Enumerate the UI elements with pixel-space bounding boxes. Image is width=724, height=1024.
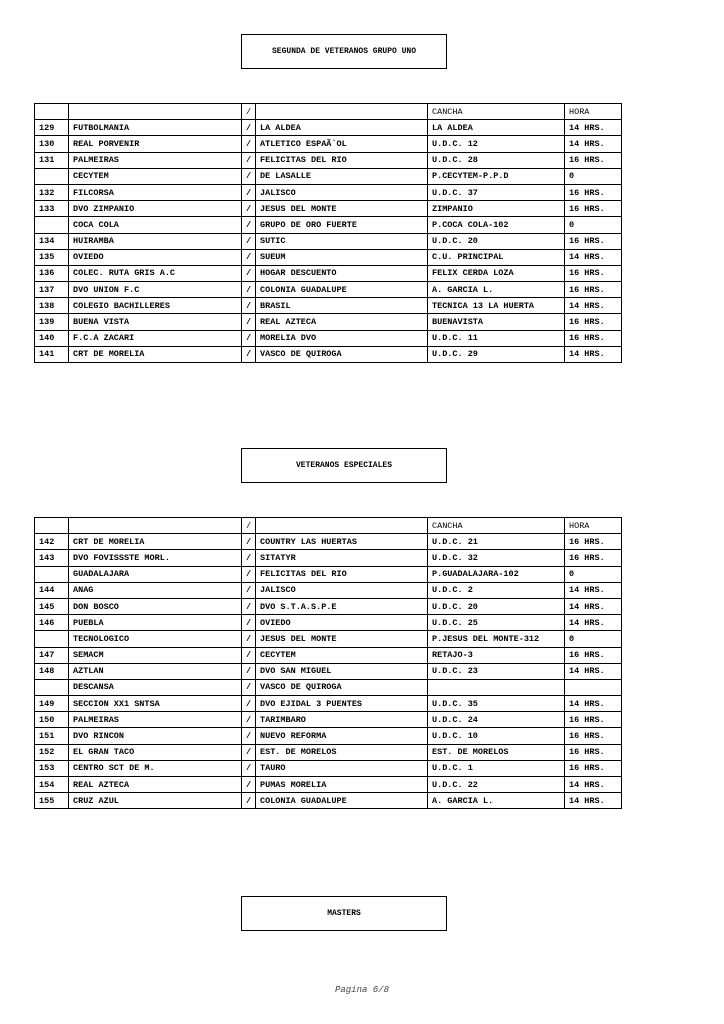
separator-cell: /: [242, 346, 256, 362]
away-team-cell: FELICITAS DEL RIO: [256, 566, 428, 582]
table-row: [35, 233, 622, 249]
page-number: Pagina 6/8: [334, 985, 389, 995]
separator-cell: /: [242, 679, 256, 695]
away-team-cell: COUNTRY LAS HUERTAS: [256, 534, 428, 550]
section-title-segunda-veteranos: SEGUNDA DE VETERANOS GRUPO UNO: [241, 34, 447, 69]
away-team-cell: JALISCO: [256, 184, 428, 200]
table-row: [35, 663, 622, 679]
separator-cell: /: [242, 550, 256, 566]
home-team-cell: REAL AZTECA: [69, 777, 242, 793]
home-team-cell: FILCORSA: [69, 184, 242, 200]
separator-cell: /: [242, 534, 256, 550]
field-cell: U.D.C. 22: [428, 777, 565, 793]
match-number-cell: 141: [35, 346, 69, 362]
home-team-cell: CENTRO SCT DE M.: [69, 760, 242, 776]
field-cell: EST. DE MORELOS: [428, 744, 565, 760]
match-number-cell: [35, 679, 69, 695]
away-team-cell: OVIEDO: [256, 615, 428, 631]
away-team-cell: TAURO: [256, 760, 428, 776]
match-number-cell: 139: [35, 314, 69, 330]
time-cell: 14 HRS.: [565, 598, 622, 614]
table-header-row: [35, 104, 622, 120]
separator-cell: /: [242, 566, 256, 582]
header-time-cell: HORA: [565, 518, 622, 534]
field-cell: U.D.C. 24: [428, 712, 565, 728]
away-team-cell: NUEVO REFORMA: [256, 728, 428, 744]
table-row: [35, 298, 622, 314]
time-cell: 16 HRS.: [565, 201, 622, 217]
away-team-cell: TARIMBARO: [256, 712, 428, 728]
away-team-cell: SITATYR: [256, 550, 428, 566]
match-number-cell: [35, 217, 69, 233]
time-cell: [565, 679, 622, 695]
away-team-cell: GRUPO DE ORO FUERTE: [256, 217, 428, 233]
home-team-cell: DESCANSA: [69, 679, 242, 695]
home-team-cell: GUADALAJARA: [69, 566, 242, 582]
table-row: [35, 582, 622, 598]
table-row: [35, 168, 622, 184]
separator-cell: /: [242, 184, 256, 200]
match-number-cell: 140: [35, 330, 69, 346]
time-cell: 16 HRS.: [565, 534, 622, 550]
away-team-cell: VASCO DE QUIROGA: [256, 346, 428, 362]
match-number-cell: 147: [35, 647, 69, 663]
field-cell: U.D.C. 10: [428, 728, 565, 744]
home-team-cell: COLEC. RUTA GRIS A.C: [69, 265, 242, 281]
home-team-cell: HUIRAMBA: [69, 233, 242, 249]
separator-cell: /: [242, 298, 256, 314]
separator-cell: /: [242, 728, 256, 744]
table-row: [35, 314, 622, 330]
separator-cell: /: [242, 168, 256, 184]
table-row: [35, 696, 622, 712]
home-team-cell: AZTLAN: [69, 663, 242, 679]
time-cell: 0: [565, 217, 622, 233]
table-header-row: [35, 518, 622, 534]
separator-cell: /: [242, 282, 256, 298]
field-cell: P.GUADALAJARA-102: [428, 566, 565, 582]
home-team-cell: CRT DE MORELIA: [69, 346, 242, 362]
field-cell: U.D.C. 23: [428, 663, 565, 679]
time-cell: 16 HRS.: [565, 314, 622, 330]
home-team-cell: DON BOSCO: [69, 598, 242, 614]
away-team-cell: LA ALDEA: [256, 120, 428, 136]
field-cell: FELIX CERDA LOZA: [428, 265, 565, 281]
separator-cell: /: [242, 136, 256, 152]
match-number-cell: [35, 566, 69, 582]
separator-cell: /: [242, 777, 256, 793]
time-cell: 0: [565, 168, 622, 184]
match-number-cell: 130: [35, 136, 69, 152]
time-cell: 16 HRS.: [565, 184, 622, 200]
away-team-cell: REAL AZTECA: [256, 314, 428, 330]
table-row: [35, 550, 622, 566]
separator-cell: /: [242, 712, 256, 728]
match-number-cell: 135: [35, 249, 69, 265]
away-team-cell: COLONIA GUADALUPE: [256, 282, 428, 298]
home-team-cell: COCA COLA: [69, 217, 242, 233]
away-team-cell: ATLETICO ESPAÃ`OL: [256, 136, 428, 152]
time-cell: 16 HRS.: [565, 233, 622, 249]
table-row: [35, 728, 622, 744]
home-team-cell: DVO FOVISSSTE MORL.: [69, 550, 242, 566]
home-team-cell: DVO ZIMPANIO: [69, 201, 242, 217]
match-number-cell: 132: [35, 184, 69, 200]
away-team-cell: JESUS DEL MONTE: [256, 201, 428, 217]
time-cell: 14 HRS.: [565, 777, 622, 793]
match-number-cell: 154: [35, 777, 69, 793]
header-home-team-cell: [69, 518, 242, 534]
time-cell: 14 HRS.: [565, 663, 622, 679]
match-number-cell: 151: [35, 728, 69, 744]
header-time-cell: HORA: [565, 104, 622, 120]
away-team-cell: DVO SAN MIGUEL: [256, 663, 428, 679]
home-team-cell: SEMACM: [69, 647, 242, 663]
header-field-cell: CANCHA: [428, 104, 565, 120]
match-number-cell: [35, 168, 69, 184]
home-team-cell: CECYTEM: [69, 168, 242, 184]
home-team-cell: FUTBOLMANIA: [69, 120, 242, 136]
away-team-cell: VASCO DE QUIROGA: [256, 679, 428, 695]
away-team-cell: COLONIA GUADALUPE: [256, 793, 428, 809]
separator-cell: /: [242, 793, 256, 809]
away-team-cell: CECYTEM: [256, 647, 428, 663]
header-separator-cell: /: [242, 104, 256, 120]
table-row: [35, 647, 622, 663]
home-team-cell: SECCION XX1 SNTSA: [69, 696, 242, 712]
home-team-cell: COLEGIO BACHILLERES: [69, 298, 242, 314]
field-cell: U.D.C. 25: [428, 615, 565, 631]
separator-cell: /: [242, 152, 256, 168]
field-cell: [428, 679, 565, 695]
table-row: [35, 217, 622, 233]
home-team-cell: EL GRAN TACO: [69, 744, 242, 760]
table-row: [35, 712, 622, 728]
separator-cell: /: [242, 314, 256, 330]
match-number-cell: 152: [35, 744, 69, 760]
time-cell: 16 HRS.: [565, 760, 622, 776]
separator-cell: /: [242, 582, 256, 598]
field-cell: U.D.C. 11: [428, 330, 565, 346]
home-team-cell: F.C.A ZACARI: [69, 330, 242, 346]
home-team-cell: REAL PORVENIR: [69, 136, 242, 152]
table-row: [35, 679, 622, 695]
match-number-cell: 148: [35, 663, 69, 679]
time-cell: 16 HRS.: [565, 647, 622, 663]
match-number-cell: 150: [35, 712, 69, 728]
table-row: [35, 249, 622, 265]
separator-cell: /: [242, 217, 256, 233]
field-cell: U.D.C. 2: [428, 582, 565, 598]
field-cell: C.U. PRINCIPAL: [428, 249, 565, 265]
match-number-cell: 134: [35, 233, 69, 249]
home-team-cell: ANAG: [69, 582, 242, 598]
away-team-cell: MORELIA DVO: [256, 330, 428, 346]
header-away-team-cell: [256, 104, 428, 120]
field-cell: U.D.C. 32: [428, 550, 565, 566]
away-team-cell: JESUS DEL MONTE: [256, 631, 428, 647]
field-cell: U.D.C. 37: [428, 184, 565, 200]
header-separator-cell: /: [242, 518, 256, 534]
time-cell: 16 HRS.: [565, 550, 622, 566]
table-row: [35, 744, 622, 760]
separator-cell: /: [242, 233, 256, 249]
match-number-cell: 131: [35, 152, 69, 168]
field-cell: P.CECYTEM-P.P.D: [428, 168, 565, 184]
table-row: [35, 566, 622, 582]
header-away-team-cell: [256, 518, 428, 534]
away-team-cell: DVO S.T.A.S.P.E: [256, 598, 428, 614]
away-team-cell: EST. DE MORELOS: [256, 744, 428, 760]
time-cell: 14 HRS.: [565, 136, 622, 152]
match-number-cell: 133: [35, 201, 69, 217]
header-match-number-cell: [35, 104, 69, 120]
field-cell: U.D.C. 20: [428, 233, 565, 249]
match-number-cell: 138: [35, 298, 69, 314]
home-team-cell: DVO UNION F.C: [69, 282, 242, 298]
match-number-cell: 149: [35, 696, 69, 712]
time-cell: 14 HRS.: [565, 615, 622, 631]
time-cell: 16 HRS.: [565, 152, 622, 168]
field-cell: U.D.C. 1: [428, 760, 565, 776]
field-cell: U.D.C. 29: [428, 346, 565, 362]
time-cell: 14 HRS.: [565, 346, 622, 362]
away-team-cell: SUTIC: [256, 233, 428, 249]
home-team-cell: DVO RINCON: [69, 728, 242, 744]
table-row: [35, 760, 622, 776]
time-cell: 0: [565, 631, 622, 647]
time-cell: 16 HRS.: [565, 330, 622, 346]
field-cell: A. GARCIA L.: [428, 793, 565, 809]
table-row: [35, 777, 622, 793]
match-number-cell: 129: [35, 120, 69, 136]
away-team-cell: BRASIL: [256, 298, 428, 314]
section-title-masters: MASTERS: [241, 896, 447, 931]
separator-cell: /: [242, 696, 256, 712]
table-row: [35, 265, 622, 281]
field-cell: U.D.C. 20: [428, 598, 565, 614]
table-row: [35, 152, 622, 168]
time-cell: 14 HRS.: [565, 298, 622, 314]
table-row: [35, 346, 622, 362]
home-team-cell: CRUZ AZUL: [69, 793, 242, 809]
away-team-cell: FELICITAS DEL RIO: [256, 152, 428, 168]
time-cell: 14 HRS.: [565, 249, 622, 265]
separator-cell: /: [242, 249, 256, 265]
field-cell: U.D.C. 35: [428, 696, 565, 712]
field-cell: TECNICA 13 LA HUERTA: [428, 298, 565, 314]
time-cell: 16 HRS.: [565, 712, 622, 728]
field-cell: U.D.C. 21: [428, 534, 565, 550]
match-number-cell: 137: [35, 282, 69, 298]
time-cell: 0: [565, 566, 622, 582]
table-row: [35, 598, 622, 614]
match-number-cell: 155: [35, 793, 69, 809]
header-field-cell: CANCHA: [428, 518, 565, 534]
separator-cell: /: [242, 744, 256, 760]
away-team-cell: DVO EJIDAL 3 PUENTES: [256, 696, 428, 712]
match-number-cell: 145: [35, 598, 69, 614]
match-number-cell: 144: [35, 582, 69, 598]
table-row: [35, 120, 622, 136]
table-row: [35, 615, 622, 631]
table-row: [35, 136, 622, 152]
table-row: [35, 184, 622, 200]
home-team-cell: PALMEIRAS: [69, 712, 242, 728]
match-number-cell: [35, 631, 69, 647]
time-cell: 16 HRS.: [565, 282, 622, 298]
away-team-cell: SUEUM: [256, 249, 428, 265]
section-title-veteranos-especiales: VETERANOS ESPECIALES: [241, 448, 447, 483]
home-team-cell: CRT DE MORELIA: [69, 534, 242, 550]
header-home-team-cell: [69, 104, 242, 120]
away-team-cell: JALISCO: [256, 582, 428, 598]
home-team-cell: OVIEDO: [69, 249, 242, 265]
away-team-cell: PUMAS MORELIA: [256, 777, 428, 793]
time-cell: 14 HRS.: [565, 582, 622, 598]
field-cell: LA ALDEA: [428, 120, 565, 136]
match-number-cell: 143: [35, 550, 69, 566]
header-match-number-cell: [35, 518, 69, 534]
field-cell: A. GARCIA L.: [428, 282, 565, 298]
field-cell: BUENAVISTA: [428, 314, 565, 330]
match-number-cell: 136: [35, 265, 69, 281]
home-team-cell: BUENA VISTA: [69, 314, 242, 330]
home-team-cell: PALMEIRAS: [69, 152, 242, 168]
home-team-cell: TECNOLOGICO: [69, 631, 242, 647]
field-cell: ZIMPANIO: [428, 201, 565, 217]
table-row: [35, 330, 622, 346]
table-row: [35, 631, 622, 647]
match-number-cell: 153: [35, 760, 69, 776]
table-row: [35, 282, 622, 298]
away-team-cell: DE LASALLE: [256, 168, 428, 184]
time-cell: 14 HRS.: [565, 696, 622, 712]
time-cell: 14 HRS.: [565, 120, 622, 136]
time-cell: 16 HRS.: [565, 744, 622, 760]
time-cell: 16 HRS.: [565, 265, 622, 281]
match-number-cell: 146: [35, 615, 69, 631]
time-cell: 16 HRS.: [565, 728, 622, 744]
time-cell: 14 HRS.: [565, 793, 622, 809]
fixtures-table-veteranos-especiales: [34, 517, 622, 809]
separator-cell: /: [242, 201, 256, 217]
field-cell: P.COCA COLA-102: [428, 217, 565, 233]
table-row: [35, 534, 622, 550]
home-team-cell: PUEBLA: [69, 615, 242, 631]
field-cell: P.JESUS DEL MONTE-312: [428, 631, 565, 647]
field-cell: U.D.C. 28: [428, 152, 565, 168]
separator-cell: /: [242, 120, 256, 136]
field-cell: U.D.C. 12: [428, 136, 565, 152]
fixtures-table-segunda-veteranos: [34, 103, 622, 363]
table-row: [35, 793, 622, 809]
separator-cell: /: [242, 647, 256, 663]
separator-cell: /: [242, 598, 256, 614]
separator-cell: /: [242, 330, 256, 346]
away-team-cell: HOGAR DESCUENTO: [256, 265, 428, 281]
match-number-cell: 142: [35, 534, 69, 550]
table-row: [35, 201, 622, 217]
separator-cell: /: [242, 265, 256, 281]
separator-cell: /: [242, 663, 256, 679]
separator-cell: /: [242, 760, 256, 776]
separator-cell: /: [242, 615, 256, 631]
separator-cell: /: [242, 631, 256, 647]
field-cell: RETAJO-3: [428, 647, 565, 663]
